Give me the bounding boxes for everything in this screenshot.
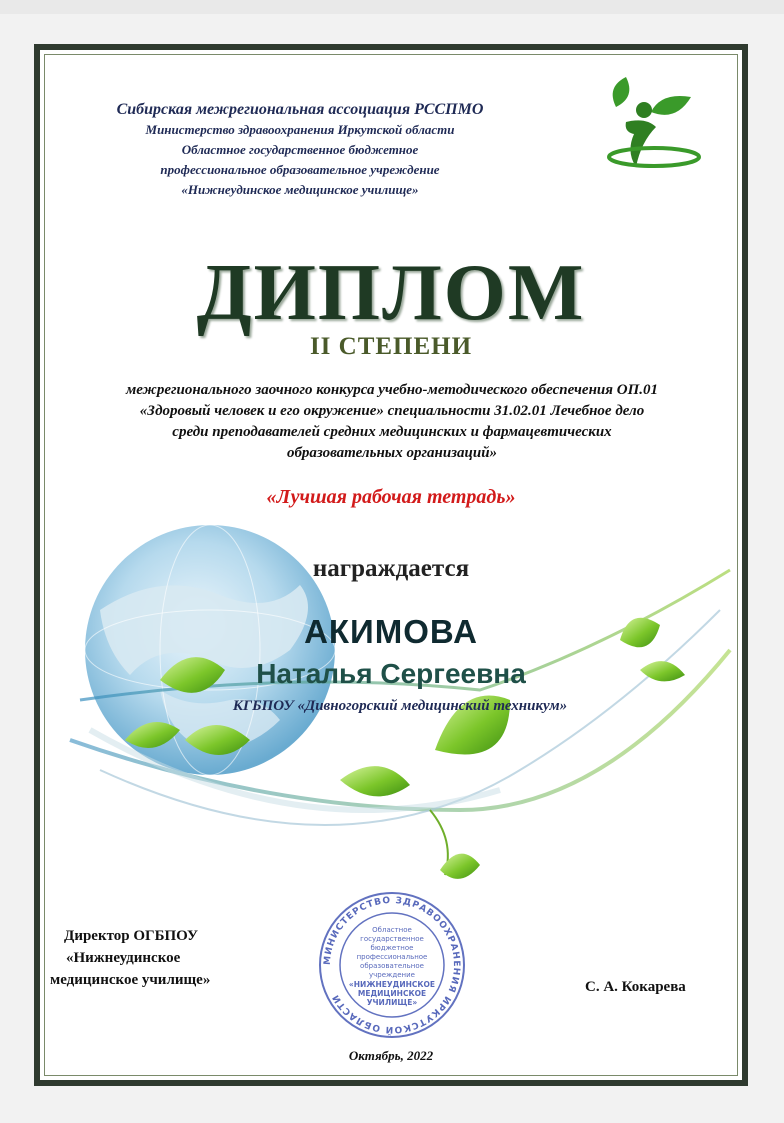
description-line-1: межрегионального заочного конкурса учебно-методического обеспечения ОП.01: [125, 382, 658, 398]
description-line-2: «Здоровый человек и его окружение» специальности 31.02.01 Лечебное дело: [139, 403, 645, 419]
header-line-4: профессиональное образовательное учреждение: [160, 162, 440, 177]
stamp-inner-4: профессиональное: [356, 953, 428, 961]
stamp-inner-5: образовательное: [360, 962, 424, 970]
stamp-inner-7: «НИЖНЕУДИНСКОЕ: [348, 980, 436, 989]
recipient-name: Наталья Сергеевна: [256, 658, 526, 689]
top-strip: [0, 0, 784, 14]
header-line-3: Областное государственное бюджетное: [181, 142, 419, 157]
director-signature-block: [50, 925, 290, 991]
official-stamp: [302, 890, 482, 1040]
diploma-title: ДИПЛОМ: [196, 249, 586, 337]
diploma-degree: II СТЕПЕНИ: [309, 333, 473, 360]
director-line-3: медицинское училище»: [50, 972, 211, 988]
contest-description: [62, 380, 722, 464]
signer-name: С. А. Кокарева: [585, 979, 686, 995]
stamp-ring-text: МИНИСТЕРСТВО ЗДРАВООХРАНЕНИЯ ИРКУТСКОЙ ОБЛАСТИ: [322, 895, 462, 1035]
issuer-header: [100, 100, 500, 200]
header-line-2: Министерство здравоохранения Иркутской области: [145, 122, 455, 137]
stamp-inner-8: МЕДИЦИНСКОЕ: [357, 989, 427, 998]
issue-date: Октябрь, 2022: [348, 1048, 434, 1063]
director-line-1: Директор ОГБПОУ: [64, 928, 198, 944]
nomination-title: «Лучшая рабочая тетрадь»: [266, 486, 516, 508]
recipient-surname: АКИМОВА: [304, 613, 478, 650]
stamp-inner-2: государственное: [360, 935, 424, 943]
description-line-3: среди преподавателей средних медицинских и фармацевтических: [172, 424, 612, 440]
header-line-1: Сибирская межрегиональная ассоциация РССПМО: [116, 101, 484, 118]
stamp-inner-3: бюджетное: [370, 944, 414, 952]
description-line-4: образовательных организаций»: [286, 445, 498, 461]
health-logo-icon: [596, 72, 706, 182]
awarded-label: награждается: [312, 555, 470, 582]
stamp-inner-9: УЧИЛИЩЕ»: [366, 998, 418, 1007]
diploma-frame: [34, 44, 748, 1086]
recipient-organization: КГБПОУ «Дивногорский медицинский техникум»: [232, 698, 568, 714]
director-line-2: «Нижнеудинское: [66, 950, 181, 966]
stamp-inner-6: учреждение: [369, 971, 415, 979]
stamp-inner-1: Областное: [372, 926, 412, 934]
header-line-5: «Нижнеудинское медицинское училище»: [181, 182, 419, 197]
